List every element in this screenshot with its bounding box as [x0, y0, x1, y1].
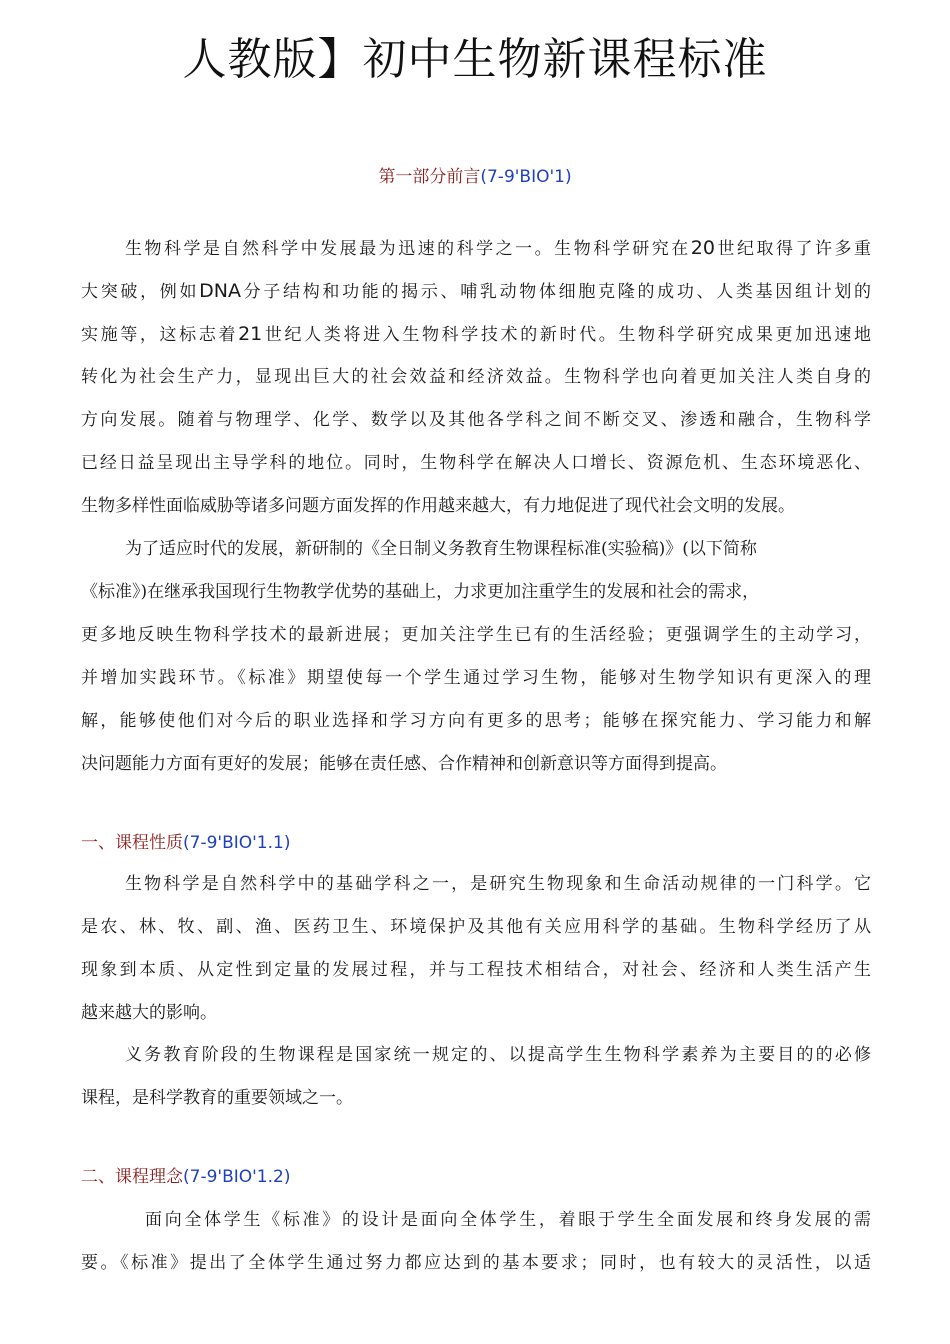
text-line: 为了适应时代的发展，新研制的《全日制义务教育生物课程标准(实验稿)》(以下简称	[125, 539, 757, 559]
paragraph-idea-1	[81, 1199, 871, 1285]
paragraph-preface-2	[81, 528, 871, 786]
paragraph-nature-2	[81, 1034, 871, 1120]
text-line: 实施等，这标志着21世纪人类将进入生物科学技术的新时代。生物科学研究成果更加迅速地	[81, 323, 872, 345]
section-heading-code: (7-9'BIO'1.1)	[183, 833, 291, 853]
paragraph-nature-1	[81, 863, 871, 1035]
text-line: 生物科学是自然科学中发展最为迅速的科学之一。生物科学研究在20世纪取得了许多重	[125, 237, 872, 259]
text-line: 义务教育阶段的生物课程是国家统一规定的、以提高学生生物科学素养为主要目的的必修	[125, 1045, 871, 1065]
text-line: 课程，是科学教育的重要领域之一。	[81, 1088, 353, 1108]
paragraph-preface-1	[81, 227, 871, 528]
text-line: 是农、林、牧、副、渔、医药卫生、环境保护及其他有关应用科学的基础。生物科学经历了从	[81, 917, 871, 937]
section-heading-idea	[81, 1165, 290, 1189]
text-line: 大突破，例如DNA分子结构和功能的揭示、哺乳动物体细胞克隆的成功、人类基因组计划的	[81, 280, 872, 302]
section-heading-code: (7-9'BIO'1)	[480, 167, 572, 187]
document-title: 人教版】初中生物新课程标准	[182, 34, 768, 85]
text-line: 越来越大的影响。	[81, 1003, 217, 1023]
section-heading-nature	[81, 831, 290, 855]
text-line: 现象到本质、从定性到定量的发展过程，并与工程技术相结合，对社会、经济和人类生活产生	[81, 960, 871, 980]
section-heading-preface	[0, 165, 950, 189]
section-heading-text: 第一部分前言	[378, 167, 481, 187]
text-line: 生物科学是自然科学中的基础学科之一，是研究生物现象和生命活动规律的一门科学。它	[125, 874, 871, 894]
text-line: 方向发展。随着与物理学、化学、数学以及其他各学科之间不断交叉、渗透和融合，生物科学	[81, 410, 871, 430]
text-line: 面向全体学生《标准》的设计是面向全体学生，着眼于学生全面发展和终身发展的需	[145, 1210, 871, 1230]
text-line: 要。《标准》提出了全体学生通过努力都应达到的基本要求；同时，也有较大的灵活性，以适	[81, 1253, 871, 1273]
text-line: 并增加实践环节。《标准》期望使每一个学生通过学习生物，能够对生物学知识有更深入的理	[81, 668, 871, 688]
text-line: 生物多样性面临威胁等诸多问题方面发挥的作用越来越大，有力地促进了现代社会文明的发展。	[81, 496, 795, 516]
text-line: 解，能够使他们对今后的职业选择和学习方向有更多的思考；能够在探究能力、学习能力和解	[81, 711, 871, 731]
text-line: 决问题能力方面有更好的发展；能够在责任感、合作精神和创新意识等方面得到提高。	[81, 754, 727, 774]
text-line: 已经日益呈现出主导学科的地位。同时，生物科学在解决人口增长、资源危机、生态环境恶化、	[81, 453, 871, 473]
text-line: 转化为社会生产力，显现出巨大的社会效益和经济效益。生物科学也向着更加关注人类自身的	[81, 367, 871, 387]
text-line: 《标准》)在继承我国现行生物教学优势的基础上，力求更加注重学生的发展和社会的需求，	[81, 582, 760, 602]
section-heading-text: 二、课程理念	[81, 1167, 183, 1187]
text-line: 更多地反映生物科学技术的最新进展；更加关注学生已有的生活经验；更强调学生的主动学习，	[81, 625, 871, 645]
section-heading-code: (7-9'BIO'1.2)	[183, 1167, 291, 1187]
section-heading-text: 一、课程性质	[81, 833, 183, 853]
